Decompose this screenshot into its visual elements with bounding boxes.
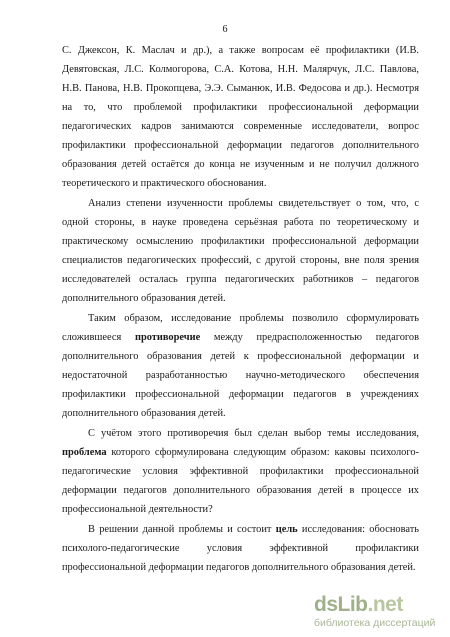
- dslib-logo: [314, 594, 444, 616]
- bold-term-contradiction: противоречие: [134, 332, 201, 343]
- page-number: 6: [222, 24, 228, 35]
- text-run: которого сформулирована следующим образом: каковы психолого-педагогические условия эффективной профилактики профессиональной деформации педагогов дополнительного образования детей в процессе их профессиональной деятельности?: [62, 447, 419, 515]
- paragraph-3: [62, 309, 419, 423]
- text-run: между предрасположенностью педагогов дополнительного образования детей к профессиональной деформации и недостаточной разработанностью научно-методического обеспечения профилактики профессиональной деформации педагогов в учреждениях дополнительного образования детей.: [62, 332, 419, 419]
- text-run: В решении данной проблемы и состоит: [88, 524, 276, 535]
- text-run: С. Джексон, К. Маслач и др.), а также вопросам её профилактики (И.В. Девятовская, Л.С. Колмогорова, С.А. Котова, Н.Н. Малярчук, Л.С. Павлова, Н.В. Панова, Н.В. Прокопцева, Э.Э. Сыманюк, И.В. Федосова и др.). Несмотря на то, что проблемой профилактики профессиональной деформации педагогических кадров занимаются современные исследователи, вопрос профилактики профессиональной деформации педагогов дополнительного образования детей остаётся до конца не изученным и не получил должного теоретического и практического обоснования.: [62, 45, 419, 189]
- dslib-watermark: [314, 594, 444, 629]
- document-body: [62, 41, 419, 578]
- logo-tld: .net: [367, 593, 403, 616]
- text-run: Анализ степени изученности проблемы свидетельствует о том, что, с одной стороны, в науке проведена серьёзная работа по теоретическому и практическому осмыслению профилактики профессиональной деформации специалистов педагогических профессий, с другой стороны, вне поля зрения исследователей осталась группа педагогических работников – педагогов дополнительного образования детей.: [62, 198, 419, 304]
- bold-term-goal: цель: [275, 524, 298, 535]
- paragraph-2: [62, 194, 419, 308]
- text-run: С учётом этого противоречия был сделан выбор темы исследования,: [88, 428, 419, 439]
- paragraph-1: [62, 41, 419, 193]
- logo-main: dsLib: [314, 593, 368, 616]
- text-run: исследования: обосновать психолого-педагогические условия эффективной профилактики профессиональной деформации педагогов дополнительного образования детей.: [62, 524, 419, 573]
- text-run: Таким образом, исследование проблемы позволило сформулировать сложившееся: [62, 313, 419, 343]
- bold-term-problem: проблема: [62, 447, 107, 458]
- paragraph-4: [62, 424, 419, 519]
- paragraph-5: [62, 520, 419, 577]
- watermark-caption: библиотека диссертаций: [314, 617, 436, 629]
